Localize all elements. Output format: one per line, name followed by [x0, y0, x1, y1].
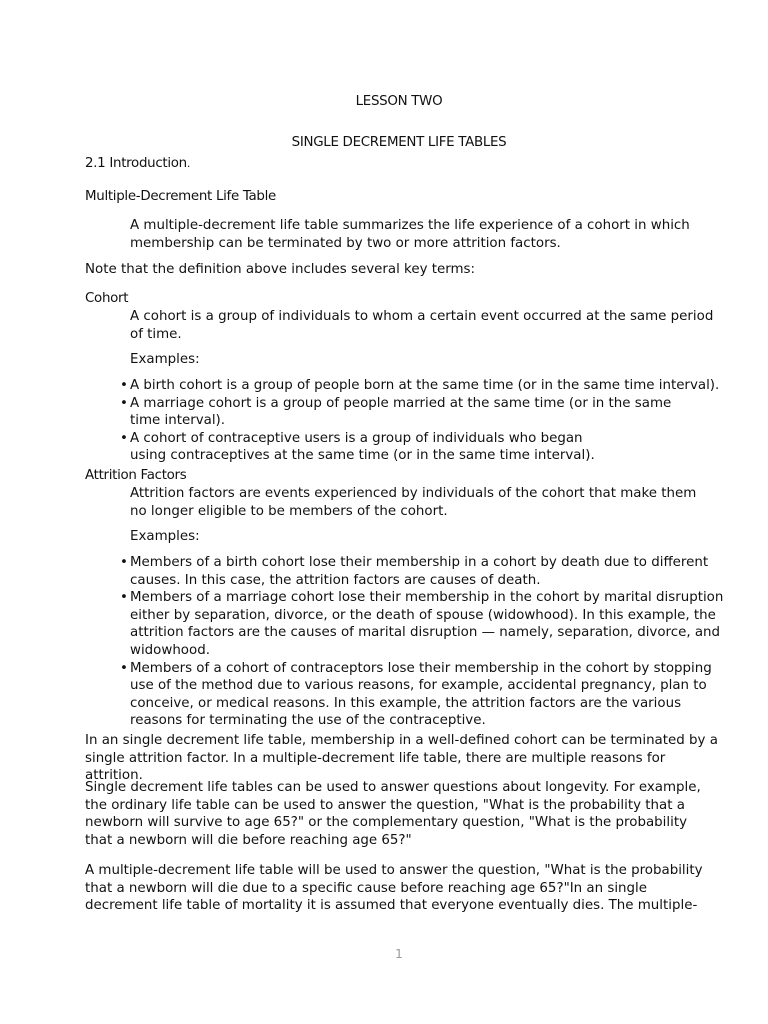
section-heading-dot: . — [186, 157, 191, 170]
attrition-heading: Attrition Factors — [85, 468, 187, 483]
cohort-heading: Cohort — [85, 291, 129, 306]
bullet: • — [120, 378, 128, 393]
subsection-heading: Multiple-Decrement Life Table — [85, 189, 276, 204]
definition-paragraph: A multiple-decrement life table summarizes the life experience of a cohort in which membership can be terminated by two or more attrition factors. — [130, 218, 690, 251]
list-item — [85, 395, 725, 430]
attrition-examples-list — [85, 554, 725, 730]
bullet: • — [120, 395, 128, 411]
list-item — [85, 554, 725, 589]
body-paragraph: A multiple-decrement life table will be used to answer the question, "What is the probability that a newborn will die due to a specific cause before reaching age 65?"In an single decrement life table of mortality it is assumed that everyone eventually dies. The multiple- — [85, 863, 703, 914]
list-item-text: Members of a marriage cohort lose their membership in the cohort by marital disruption either by separation, divorce, or the death of spouse (widowhood). In this example, the attrition factors are the causes of marital disruption — namely, separation, divorce, and widowhood. — [130, 590, 724, 658]
body-paragraph: In an single decrement life table, membership in a well-defined cohort can be terminated by a single attrition factor. In a multiple-decrement life table, there are multiple reasons for attrition. — [85, 733, 718, 784]
bullet: • — [120, 555, 128, 570]
attrition-examples-label: Examples: — [130, 529, 200, 544]
chapter-title: SINGLE DECREMENT LIFE TABLES — [291, 135, 507, 150]
attrition-definition: Attrition factors are events experienced by individuals of the cohort that make them no longer eligible to be members of the cohort. — [130, 486, 697, 519]
list-item-text: A marriage cohort is a group of people married at the same time (or in the same time interval). — [130, 395, 672, 429]
body-paragraph: Single decrement life tables can be used to answer questions about longevity. For example, the ordinary life table can be used to answer the question, "What is the probability that a newborn will survive to age 65?" or the complementary question, "What is the probability that a newborn will die before reaching age 65?" — [85, 780, 701, 848]
list-item — [85, 377, 725, 395]
cohort-definition: A cohort is a group of individuals to whom a certain event occurred at the same period of time. — [130, 309, 714, 342]
list-item — [85, 660, 725, 730]
list-item — [85, 589, 725, 659]
bullet: • — [120, 430, 128, 446]
note-paragraph: Note that the definition above includes several key terms: — [85, 262, 476, 277]
page-number: 1 — [395, 947, 403, 961]
bullet: • — [120, 590, 128, 606]
list-item-text: Members of a birth cohort lose their membership in a cohort by death due to different causes. In this case, the attrition factors are causes of death. — [130, 555, 709, 588]
list-item-text: A birth cohort is a group of people born at the same time (or in the same time interval). — [130, 378, 720, 393]
cohort-examples-list — [85, 377, 725, 465]
bullet: • — [120, 660, 128, 676]
cohort-examples-label: Examples: — [130, 352, 200, 367]
section-heading — [85, 155, 190, 173]
list-item-text: A cohort of contraceptive users is a group of individuals who began using contraceptives at the same time (or in the same time interval). — [130, 430, 595, 464]
lesson-title: LESSON TWO — [355, 94, 443, 109]
list-item-text: Members of a cohort of contraceptors lose their membership in the cohort by stopping use of the method due to various reasons, for example, accidental pregnancy, plan to conceive, or medical reasons. In this example, the attrition factors are the various reasons for terminating the use of the contraceptive. — [130, 660, 712, 729]
list-item — [85, 430, 725, 465]
section-heading-text: 2.1 Introduction — [85, 156, 187, 171]
